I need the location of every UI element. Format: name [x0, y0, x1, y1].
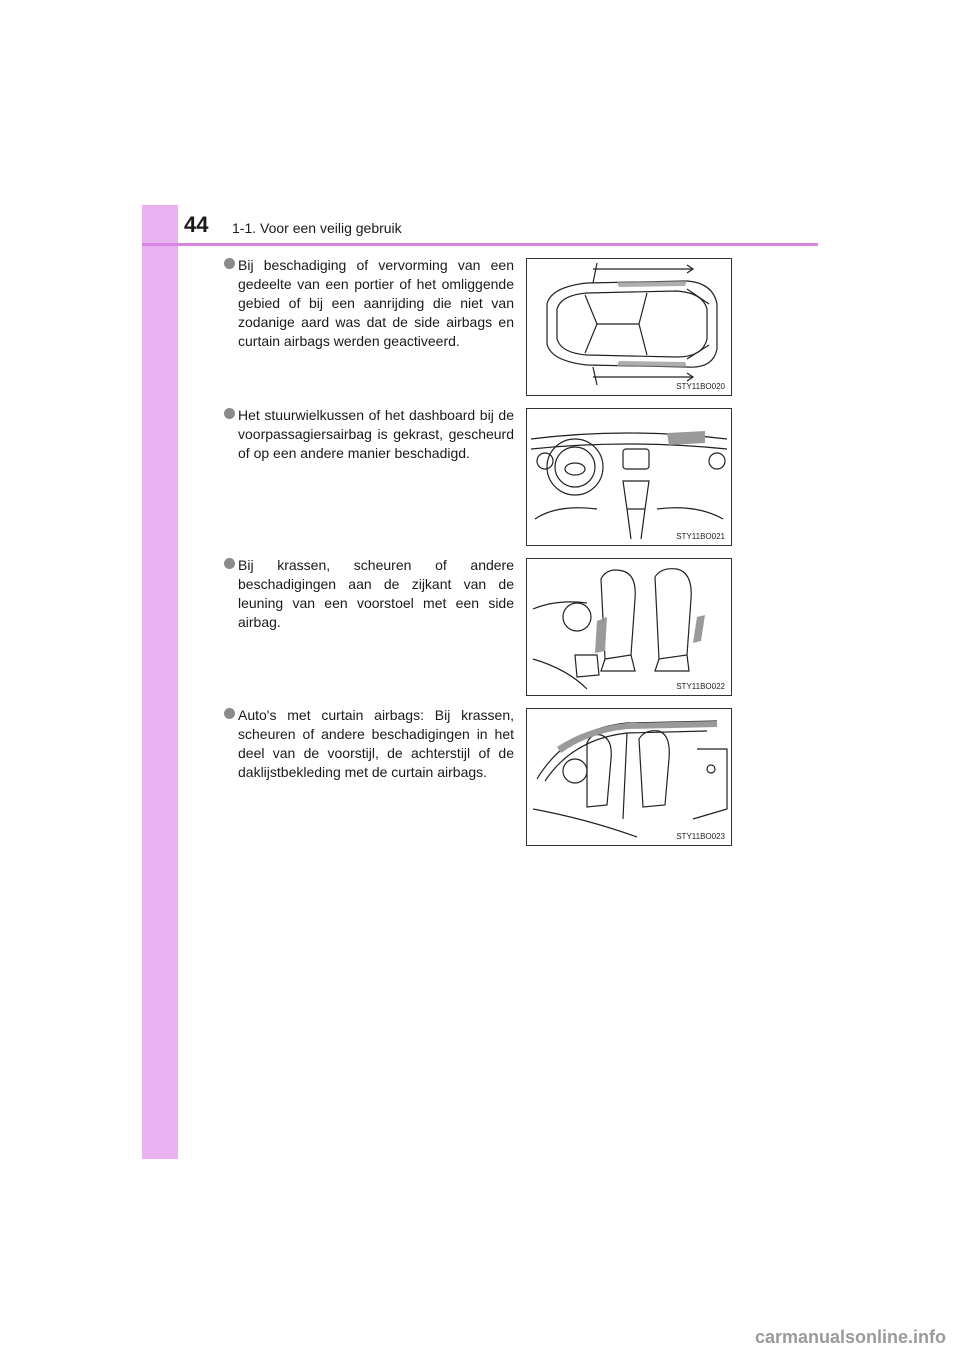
- list-item-door-damage: [224, 256, 514, 351]
- figure-code: STY11BO022: [676, 682, 725, 691]
- side-color-band: [142, 205, 178, 1159]
- bullet-icon: [224, 408, 235, 419]
- figure-dashboard: [526, 408, 732, 546]
- item-text: Het stuurwielkussen of het dashboard bij de voorpassagiersairbag is gekrast, gescheurd of op een andere manier beschadigd.: [238, 407, 514, 461]
- figure-front-seats: [526, 558, 732, 696]
- bullet-icon: [224, 258, 235, 269]
- dashboard-illustration: [527, 409, 731, 545]
- figure-code: STY11BO021: [676, 532, 725, 541]
- figure-curtain-airbags: [526, 708, 732, 846]
- item-text: Auto's met curtain airbags: Bij krassen, scheuren of andere beschadigingen in het deel van de voorstijl, de achterstijl of de daklijstbekleding met de curtain airbags.: [238, 707, 514, 780]
- front-seats-illustration: [527, 559, 731, 695]
- bullet-icon: [224, 558, 235, 569]
- car-top-view-illustration: [527, 259, 731, 395]
- bullet-icon: [224, 708, 235, 719]
- figure-code: STY11BO020: [676, 382, 725, 391]
- header-rule: [142, 243, 818, 246]
- curtain-airbags-illustration: [527, 709, 731, 845]
- list-item-seat-damage: [224, 556, 514, 632]
- page-number: 44: [184, 212, 209, 237]
- figure-car-top-view: [526, 258, 732, 396]
- list-item-dashboard-damage: [224, 406, 514, 463]
- item-text: Bij beschadiging of vervorming van een gedeelte van een portier of het omliggende gebied of bij een aanrijding die niet van zodanige aard was dat de side airbags en curtain airbags werden geactiveerd.: [238, 257, 514, 349]
- list-item-curtain-airbag-damage: [224, 706, 514, 782]
- section-title: 1-1. Voor een veilig gebruik: [232, 220, 402, 236]
- watermark: carmanualsonline.info: [754, 1327, 946, 1347]
- figure-code: STY11BO023: [676, 832, 725, 841]
- item-text: Bij krassen, scheuren of andere beschadigingen aan de zijkant van de leuning van een voorstoel met een side airbag.: [238, 557, 514, 630]
